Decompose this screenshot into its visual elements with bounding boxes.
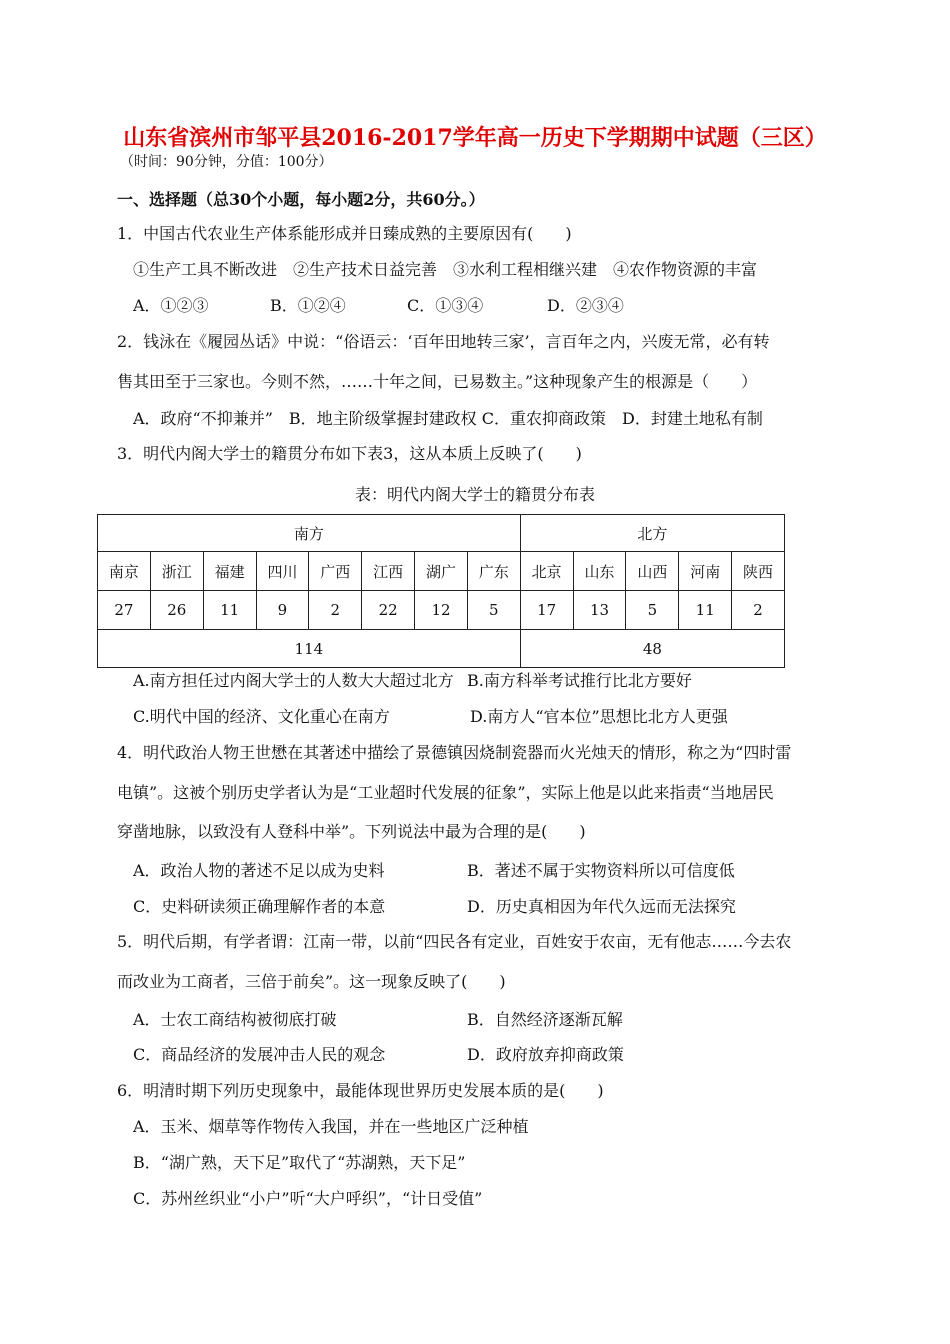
province-cell: 北京 bbox=[520, 552, 573, 591]
south-header: 南方 bbox=[98, 515, 521, 552]
province-cell: 广西 bbox=[309, 552, 362, 591]
q4-option-d: D．历史真相因为年代久远而无法探究 bbox=[467, 897, 736, 916]
q1-option-a: A．①②③ bbox=[133, 296, 209, 315]
count-cell: 5 bbox=[467, 591, 520, 630]
q1-items: ①生产工具不断改进 ②生产技术日益完善 ③水利工程相继兴建 ④农作物资源的丰富 bbox=[133, 260, 758, 279]
q5-option-c: C．商品经济的发展冲击人民的观念 bbox=[133, 1045, 386, 1064]
province-cell: 南京 bbox=[98, 552, 151, 591]
count-cell: 11 bbox=[679, 591, 732, 630]
q3-stem: 3．明代内阁大学士的籍贯分布如下表3，这从本质上反映了( ) bbox=[117, 444, 582, 463]
q2-line1: 2．钱泳在《履园丛话》中说：“俗语云：‘百年田地转三家’，言百年之内，兴废无常，必有转 bbox=[117, 332, 770, 351]
count-cell: 5 bbox=[626, 591, 679, 630]
north-header: 北方 bbox=[520, 515, 784, 552]
exam-title: 山东省滨州市邹平县2016-2017学年高一历史下学期期中试题（三区） bbox=[123, 125, 827, 151]
south-total: 114 bbox=[98, 630, 521, 668]
count-cell: 13 bbox=[573, 591, 626, 630]
province-cell: 山西 bbox=[626, 552, 679, 591]
province-cell: 福建 bbox=[203, 552, 256, 591]
q1-stem: 1．中国古代农业生产体系能形成并日臻成熟的主要原因有( ) bbox=[117, 224, 572, 243]
count-cell: 27 bbox=[98, 591, 151, 630]
province-cell: 四川 bbox=[256, 552, 309, 591]
q6-option-c: C．苏州丝织业“小户”听“大户呼织”，“计日受值” bbox=[133, 1189, 483, 1208]
count-cell: 2 bbox=[309, 591, 362, 630]
q4-line3: 穿凿地脉，以致没有人登科中举”。下列说法中最为合理的是( ) bbox=[117, 822, 586, 841]
q3-option-d: D.南方人“官本位”思想比北方人更强 bbox=[470, 707, 728, 726]
q3-option-b: B.南方科举考试推行比北方要好 bbox=[467, 671, 692, 690]
count-cell: 9 bbox=[256, 591, 309, 630]
count-cell: 17 bbox=[520, 591, 573, 630]
q6-option-b: B．“湖广熟，天下足”取代了“苏湖熟，天下足” bbox=[133, 1153, 466, 1172]
province-cell: 湖广 bbox=[415, 552, 468, 591]
q1-option-b: B．①②④ bbox=[270, 296, 346, 315]
q2-line2: 售其田至于三家也。今则不然，……十年之间，已易数主。”这种现象产生的根源是（ ） bbox=[117, 372, 758, 391]
count-cell: 22 bbox=[362, 591, 415, 630]
q4-line1: 4．明代政治人物王世懋在其著述中描绘了景德镇因烧制瓷器而火光烛天的情形，称之为“四时雷 bbox=[117, 743, 792, 762]
province-cell: 江西 bbox=[362, 552, 415, 591]
q5-option-b: B．自然经济逐渐瓦解 bbox=[467, 1010, 623, 1029]
q4-option-b: B．著述不属于实物资料所以可信度低 bbox=[467, 861, 735, 880]
q4-line2: 电镇”。这被个别历史学者认为是“工业超时代发展的征象”，实际上他是以此来指责“当地居民 bbox=[117, 783, 774, 802]
province-cell: 河南 bbox=[679, 552, 732, 591]
q5-line1: 5．明代后期，有学者谓：江南一带，以前“四民各有定业，百姓安于农亩，无有他志……今去农 bbox=[117, 932, 792, 951]
province-cell: 山东 bbox=[573, 552, 626, 591]
q1-option-d: D．②③④ bbox=[547, 296, 624, 315]
count-cell: 26 bbox=[150, 591, 203, 630]
q4-option-a: A．政治人物的著述不足以成为史料 bbox=[133, 861, 385, 880]
count-cell: 2 bbox=[732, 591, 785, 630]
province-cell: 陕西 bbox=[732, 552, 785, 591]
q1-option-c: C．①③④ bbox=[407, 296, 484, 315]
table-caption: 表：明代内阁大学士的籍贯分布表 bbox=[354, 485, 595, 504]
q5-line2: 而改业为工商者，三倍于前矣”。这一现象反映了( ) bbox=[117, 972, 506, 991]
province-cell: 广东 bbox=[467, 552, 520, 591]
q4-option-c: C．史料研读须正确理解作者的本意 bbox=[133, 897, 386, 916]
q3-option-c: C.明代中国的经济、文化重心在南方 bbox=[133, 707, 390, 726]
q5-option-a: A．士农工商结构被彻底打破 bbox=[133, 1010, 337, 1029]
q6-option-a: A．玉米、烟草等作物传入我国，并在一些地区广泛种植 bbox=[133, 1117, 529, 1136]
q3-option-a: A.南方担任过内阁大学士的人数大大超过北方 bbox=[133, 671, 454, 690]
section-heading: 一、选择题（总30个小题，每小题2分，共60分。） bbox=[117, 190, 485, 209]
count-cell: 11 bbox=[203, 591, 256, 630]
exam-meta: （时间：90分钟，分值：100分） bbox=[120, 154, 333, 170]
q2-options: A．政府“不抑兼并” B．地主阶级掌握封建政权 C．重农抑商政策 D．封建土地私有制 bbox=[133, 409, 763, 428]
count-cell: 12 bbox=[415, 591, 468, 630]
q6-stem: 6．明清时期下列历史现象中，最能体现世界历史发展本质的是( ) bbox=[117, 1081, 604, 1100]
scholar-distribution-table bbox=[97, 514, 785, 668]
province-cell: 浙江 bbox=[150, 552, 203, 591]
q5-option-d: D．政府放弃抑商政策 bbox=[467, 1045, 624, 1064]
north-total: 48 bbox=[520, 630, 784, 668]
